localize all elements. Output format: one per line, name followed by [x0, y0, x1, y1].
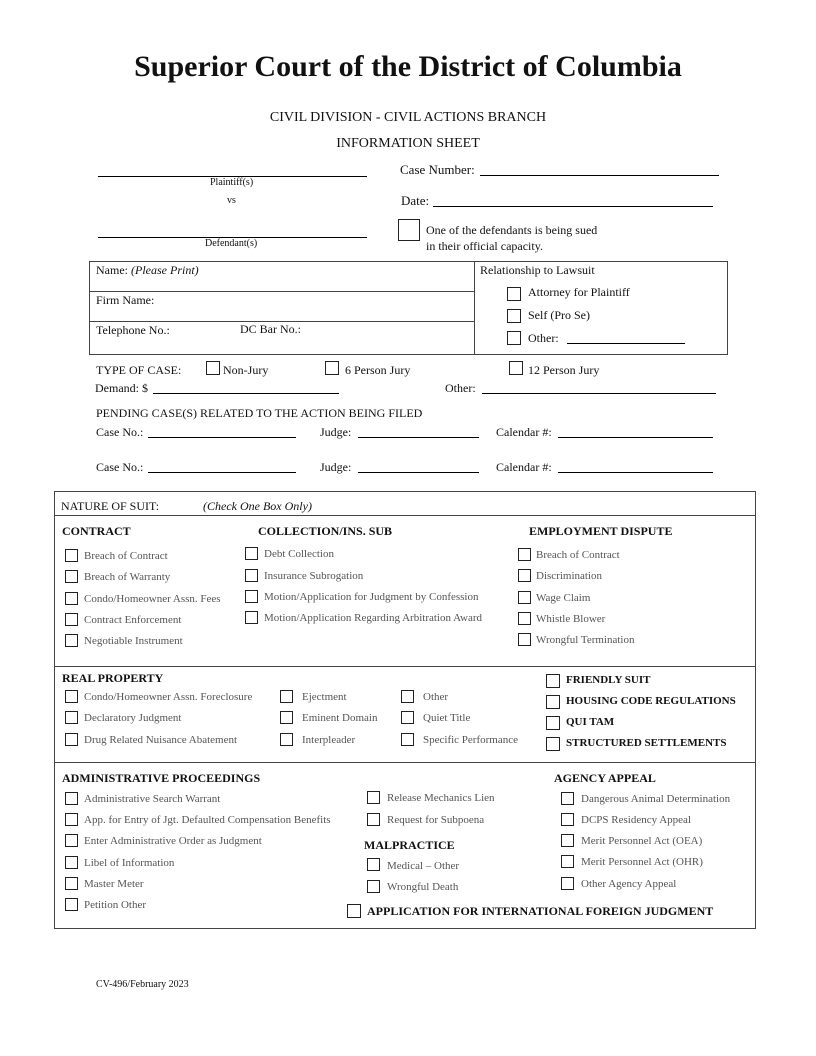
contract-negotiable-label: Negotiable Instrument	[84, 635, 183, 647]
friendly-suit-label: FRIENDLY SUIT	[566, 674, 651, 686]
name-field[interactable]	[96, 263, 199, 278]
qui-tam-checkbox[interactable]	[546, 716, 560, 730]
six-person-jury-checkbox[interactable]	[325, 361, 339, 375]
attorney-for-plaintiff-checkbox[interactable]	[507, 287, 521, 301]
international-judgment-label: APPLICATION FOR INTERNATIONAL FOREIGN JUDGMENT	[367, 904, 714, 918]
admin-defaulted-comp-checkbox[interactable]	[65, 813, 78, 826]
name-label: Name:	[96, 263, 128, 277]
non-jury-label: Non-Jury	[223, 363, 269, 377]
self-pro-se-label: Self (Pro Se)	[528, 308, 590, 322]
housing-code-label: HOUSING CODE REGULATIONS	[566, 695, 736, 707]
malpractice-wrongful-death-checkbox[interactable]	[367, 880, 380, 893]
insurance-subrogation-checkbox[interactable]	[245, 569, 258, 582]
case-number-field[interactable]	[480, 175, 719, 176]
rp-declaratory-checkbox[interactable]	[65, 711, 78, 724]
agency-other-label: Other Agency Appeal	[581, 878, 677, 890]
non-jury-checkbox[interactable]	[206, 361, 220, 375]
case-no-field-2[interactable]	[148, 472, 296, 473]
judge-field-1[interactable]	[358, 437, 479, 438]
admin-order-judgment-checkbox[interactable]	[65, 834, 78, 847]
judge-field-2[interactable]	[358, 472, 479, 473]
contract-condo-fees-checkbox[interactable]	[65, 592, 78, 605]
contract-enforcement-checkbox[interactable]	[65, 613, 78, 626]
relationship-label: Relationship to Lawsuit	[480, 263, 595, 277]
emp-whistle-label: Whistle Blower	[536, 613, 606, 625]
twelve-person-jury-label: 12 Person Jury	[528, 363, 600, 377]
agency-oea-checkbox[interactable]	[561, 834, 574, 847]
arbitration-award-checkbox[interactable]	[245, 611, 258, 624]
employment-heading: EMPLOYMENT DISPUTE	[529, 524, 673, 538]
vs-label: vs	[227, 195, 236, 206]
other-relationship-field[interactable]	[567, 343, 685, 344]
attorney-box-divider	[474, 261, 475, 355]
nature-heading-divider	[54, 515, 756, 516]
attorney-box-row-line-1	[89, 291, 474, 292]
contract-condo-fees-label: Condo/Homeowner Assn. Fees	[84, 593, 221, 605]
rp-condo-foreclosure-label: Condo/Homeowner Assn. Foreclosure	[84, 691, 253, 703]
malpractice-medical-checkbox[interactable]	[367, 858, 380, 871]
contract-negotiable-checkbox[interactable]	[65, 634, 78, 647]
contract-warranty-checkbox[interactable]	[65, 570, 78, 583]
admin-libel-label: Libel of Information	[84, 857, 175, 869]
agency-ohr-label: Merit Personnel Act (OHR)	[581, 856, 703, 868]
rp-drug-nuisance-label: Drug Related Nuisance Abatement	[84, 734, 238, 746]
other-case-label: Other:	[445, 381, 476, 395]
admin-mechanics-lien-checkbox[interactable]	[367, 791, 380, 804]
demand-field[interactable]	[153, 393, 339, 394]
other-relationship-label: Other:	[528, 331, 559, 345]
admin-petition-other-checkbox[interactable]	[65, 898, 78, 911]
agency-other-checkbox[interactable]	[561, 877, 574, 890]
official-capacity-checkbox[interactable]	[398, 219, 420, 241]
rp-other-checkbox[interactable]	[401, 690, 414, 703]
judge-label-1: Judge:	[320, 425, 352, 439]
date-field[interactable]	[433, 206, 713, 207]
emp-whistle-checkbox[interactable]	[518, 612, 531, 625]
firm-name-label: Firm Name:	[96, 293, 155, 307]
rp-eminent-domain-checkbox[interactable]	[280, 711, 293, 724]
agency-appeal-heading: AGENCY APPEAL	[554, 771, 656, 785]
insurance-subrogation-label: Insurance Subrogation	[264, 570, 364, 582]
sheet-heading: INFORMATION SHEET	[336, 136, 480, 151]
division-heading: CIVIL DIVISION - CIVIL ACTIONS BRANCH	[269, 110, 547, 125]
rp-interpleader-checkbox[interactable]	[280, 733, 293, 746]
other-relationship-checkbox[interactable]	[507, 331, 521, 345]
structured-settlements-label: STRUCTURED SETTLEMENTS	[566, 737, 727, 749]
calendar-field-1[interactable]	[558, 437, 713, 438]
admin-master-meter-checkbox[interactable]	[65, 877, 78, 890]
case-number-label: Case Number:	[400, 162, 475, 177]
collection-heading: COLLECTION/INS. SUB	[258, 524, 393, 538]
emp-wrongful-checkbox[interactable]	[518, 633, 531, 646]
malpractice-heading: MALPRACTICE	[364, 838, 455, 852]
judgment-confession-checkbox[interactable]	[245, 590, 258, 603]
structured-settlements-checkbox[interactable]	[546, 737, 560, 751]
calendar-field-2[interactable]	[558, 472, 713, 473]
admin-search-warrant-label: Administrative Search Warrant	[84, 793, 221, 805]
emp-wage-checkbox[interactable]	[518, 591, 531, 604]
admin-petition-other-label: Petition Other	[84, 899, 147, 911]
housing-code-checkbox[interactable]	[546, 695, 560, 709]
nature-row-divider-1	[54, 666, 756, 667]
emp-breach-label: Breach of Contract	[536, 549, 620, 561]
name-hint: (Please Print)	[131, 263, 199, 277]
emp-discrimination-label: Discrimination	[536, 570, 602, 582]
telephone-label: Telephone No.:	[96, 323, 170, 337]
agency-dangerous-animal-checkbox[interactable]	[561, 792, 574, 805]
international-judgment-checkbox[interactable]	[347, 904, 361, 918]
administrative-heading: ADMINISTRATIVE PROCEEDINGS	[62, 771, 261, 785]
dc-bar-label: DC Bar No.:	[240, 322, 301, 336]
contract-breach-label: Breach of Contract	[84, 550, 168, 562]
judge-label-2: Judge:	[320, 460, 352, 474]
malpractice-wrongful-death-label: Wrongful Death	[387, 881, 459, 893]
qui-tam-label: QUI TAM	[566, 716, 615, 728]
judgment-confession-label: Motion/Application for Judgment by Confession	[264, 591, 479, 603]
rp-other-label: Other	[423, 691, 449, 703]
nature-of-suit-heading: NATURE OF SUIT:	[61, 499, 160, 513]
rp-declaratory-label: Declaratory Judgment	[84, 712, 182, 724]
arbitration-award-label: Motion/Application Regarding Arbitration Award	[264, 612, 483, 624]
rp-ejectment-label: Ejectment	[302, 691, 347, 703]
agency-dangerous-animal-label: Dangerous Animal Determination	[581, 793, 731, 805]
case-no-label-1: Case No.:	[96, 425, 144, 439]
rp-quiet-title-label: Quiet Title	[423, 712, 471, 724]
case-no-label-2: Case No.:	[96, 460, 144, 474]
plaintiff-label: Plaintiff(s)	[210, 177, 254, 188]
admin-subpoena-checkbox[interactable]	[367, 813, 380, 826]
demand-label: Demand: $	[95, 381, 148, 395]
admin-master-meter-label: Master Meter	[84, 878, 144, 890]
calendar-label-1: Calendar #:	[496, 425, 552, 439]
debt-collection-label: Debt Collection	[264, 548, 334, 560]
agency-dcps-checkbox[interactable]	[561, 813, 574, 826]
page-title: Superior Court of the District of Columbia	[134, 50, 682, 83]
nature-row-divider-2	[54, 762, 756, 763]
emp-wrongful-label: Wrongful Termination	[536, 634, 635, 646]
admin-search-warrant-checkbox[interactable]	[65, 792, 78, 805]
rp-condo-foreclosure-checkbox[interactable]	[65, 690, 78, 703]
admin-subpoena-label: Request for Subpoena	[387, 814, 485, 826]
rp-specific-performance-label: Specific Performance	[423, 734, 518, 746]
admin-order-judgment-label: Enter Administrative Order as Judgment	[84, 835, 262, 847]
rp-specific-performance-checkbox[interactable]	[401, 733, 414, 746]
rp-interpleader-label: Interpleader	[302, 734, 356, 746]
other-case-field[interactable]	[482, 393, 716, 394]
rp-eminent-domain-label: Eminent Domain	[302, 712, 378, 724]
form-id: CV-496/February 2023	[96, 979, 189, 990]
self-pro-se-checkbox[interactable]	[507, 309, 521, 323]
rp-drug-nuisance-checkbox[interactable]	[65, 733, 78, 746]
rp-quiet-title-checkbox[interactable]	[401, 711, 414, 724]
agency-ohr-checkbox[interactable]	[561, 855, 574, 868]
admin-defaulted-comp-label: App. for Entry of Jgt. Defaulted Compensation Benefits	[84, 814, 331, 826]
date-label: Date:	[401, 193, 430, 208]
emp-wage-label: Wage Claim	[536, 592, 591, 604]
agency-oea-label: Merit Personnel Act (OEA)	[581, 835, 703, 847]
twelve-person-jury-checkbox[interactable]	[509, 361, 523, 375]
real-property-heading: REAL PROPERTY	[62, 671, 164, 685]
official-capacity-text-2: in their official capacity.	[426, 239, 543, 253]
contract-heading: CONTRACT	[62, 524, 131, 538]
emp-breach-checkbox[interactable]	[518, 548, 531, 561]
friendly-suit-checkbox[interactable]	[546, 674, 560, 688]
contract-breach-checkbox[interactable]	[65, 549, 78, 562]
debt-collection-checkbox[interactable]	[245, 547, 258, 560]
official-capacity-text-1: One of the defendants is being sued	[426, 223, 598, 237]
contract-enforcement-label: Contract Enforcement	[84, 614, 182, 626]
attorney-for-plaintiff-label: Attorney for Plaintiff	[528, 285, 630, 299]
six-person-jury-label: 6 Person Jury	[345, 363, 411, 377]
calendar-label-2: Calendar #:	[496, 460, 552, 474]
case-no-field-1[interactable]	[148, 437, 296, 438]
emp-discrimination-checkbox[interactable]	[518, 569, 531, 582]
nature-of-suit-hint: (Check One Box Only)	[203, 499, 312, 513]
malpractice-medical-label: Medical – Other	[387, 860, 460, 872]
admin-mechanics-lien-label: Release Mechanics Lien	[387, 792, 495, 804]
defendant-label: Defendant(s)	[205, 238, 258, 249]
type-of-case-label: TYPE OF CASE:	[96, 363, 182, 377]
pending-heading: PENDING CASE(S) RELATED TO THE ACTION BEING FILED	[96, 406, 423, 420]
agency-dcps-label: DCPS Residency Appeal	[581, 814, 691, 826]
rp-ejectment-checkbox[interactable]	[280, 690, 293, 703]
admin-libel-checkbox[interactable]	[65, 856, 78, 869]
contract-warranty-label: Breach of Warranty	[84, 571, 171, 583]
